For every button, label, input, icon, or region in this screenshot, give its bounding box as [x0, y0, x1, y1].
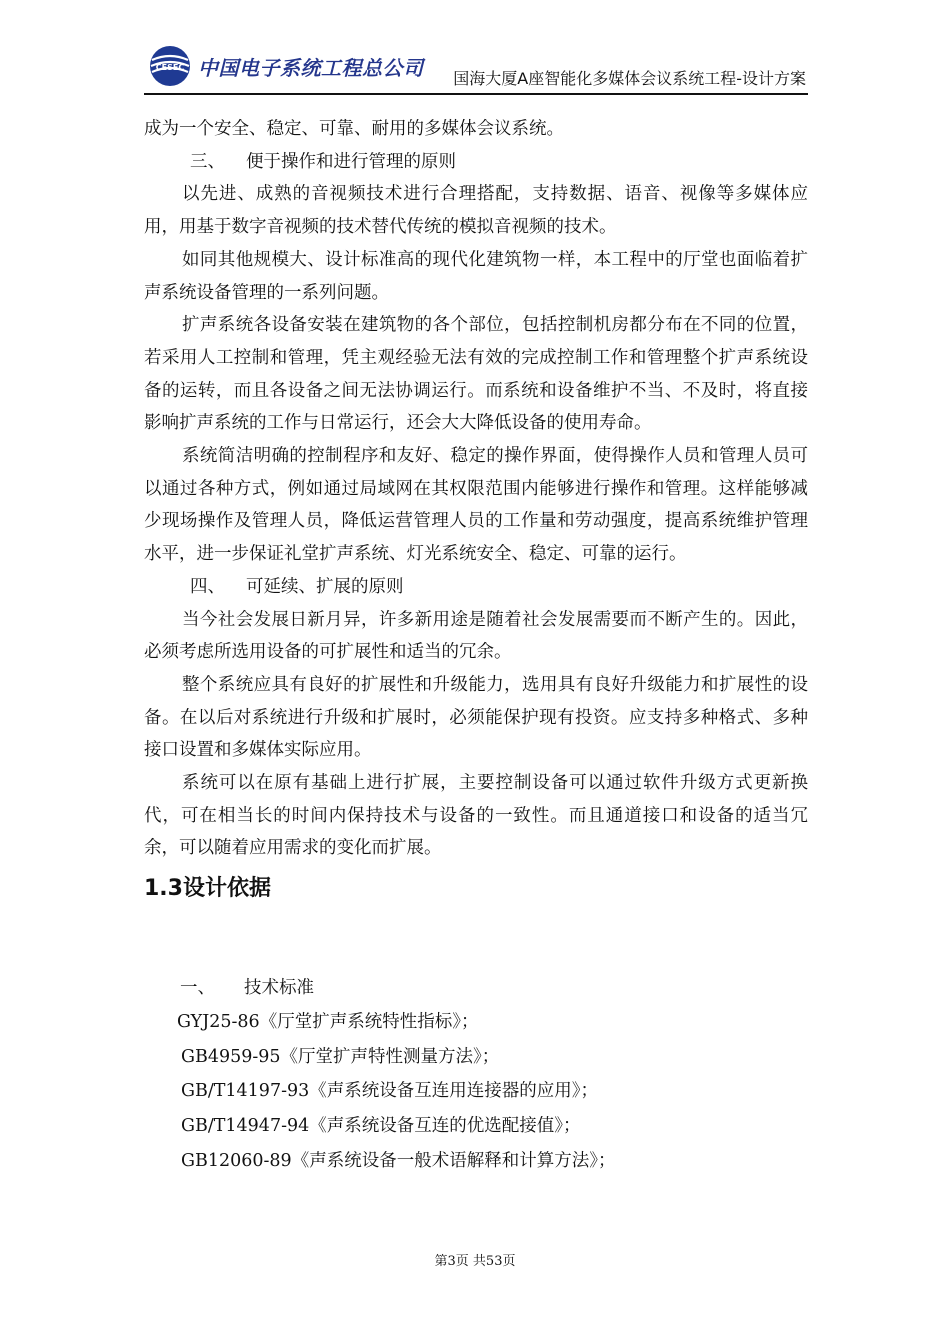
- subsection-number: 一、: [180, 978, 215, 999]
- section-item: [144, 571, 808, 604]
- standard-item: GYJ25-86《厅堂扩声系统特性指标》；: [177, 1011, 479, 1032]
- company-name: 中国电子系统工程总公司: [198, 56, 424, 80]
- header-divider: [144, 93, 808, 95]
- paragraph: 以先进、成熟的音视频技术进行合理搭配，支持数据、语音、视像等多媒体应用，用基于数字音视频的技术替代传统的模拟音视频的技术。: [144, 184, 808, 238]
- subsection-title: 技术标准: [244, 978, 314, 999]
- page-number: 第3页 共53页: [434, 1254, 516, 1269]
- standard-item: GB/T14947-94《声系统设备互连的优选配接值》；: [181, 1116, 581, 1137]
- section-number: 四、: [190, 576, 225, 597]
- section-item: [144, 146, 808, 179]
- paragraph: 整个系统应具有良好的扩展性和升级能力，选用具有良好升级能力和扩展性的设备。在以后对系统进行升级和扩展时，必须能保护现有投资。应支持多种格式、多种接口设置和多媒体实际应用。: [144, 674, 808, 761]
- page-body: [144, 113, 808, 1179]
- standard-item: GB/T14197-93《声系统设备互连用连接器的应用》；: [181, 1081, 599, 1102]
- page-header: [144, 38, 808, 94]
- section-number: 三、: [190, 151, 225, 172]
- section-title: 便于操作和进行管理的原则: [246, 151, 456, 172]
- subsection-item: [144, 972, 808, 1005]
- logo-abbr: CESEC: [155, 63, 185, 72]
- company-logo-icon: [148, 44, 192, 88]
- paragraph: 成为一个安全、稳定、可靠、耐用的多媒体会议系统。: [144, 119, 564, 139]
- paragraph: 系统简洁明确的控制程序和友好、稳定的操作界面，使得操作人员和管理人员可以通过各种方式，例如通过局域网在其权限范围内能够进行操作和管理。这样能够减少现场操作及管理人员，降低运营管理人员的工作量和劳动强度，提高系统维护管理水平，进一步保证礼堂扩声系统、灯光系统安全、稳定、可靠的运行。: [144, 446, 808, 565]
- section-title: 可延续、扩展的原则: [246, 576, 404, 597]
- standard-item: GB4959-95《厅堂扩声特性测量方法》；: [181, 1046, 500, 1067]
- paragraph: 系统可以在原有基础上进行扩展，主要控制设备可以通过软件升级方式更新换代，可在相当长的时间内保持技术与设备的一致性。而且通道接口和设备的适当冗余，可以随着应用需求的变化而扩展。: [144, 773, 808, 859]
- paragraph: 扩声系统各设备安装在建筑物的各个部位，包括控制机房都分布在不同的位置，若采用人工控制和管理，凭主观经验无法有效的完成控制工作和管理整个扩声系统设备的运转，而且各设备之间无法协调运行。而系统和设备维护不当、不及时，将直接影响扩声系统的工作与日常运行，还会大大降低设备的使用寿命。: [144, 315, 808, 434]
- paragraph: 如同其他规模大、设计标准高的现代化建筑物一样，本工程中的厅堂也面临着扩声系统设备管理的一系列问题。: [144, 249, 808, 303]
- paragraph: 当今社会发展日新月异，许多新用途是随着社会发展需要而不断产生的。因此，必须考虑所选用设备的可扩展性和适当的冗余。: [144, 609, 808, 663]
- standard-item: GB12060-89《声系统设备一般术语解释和计算方法》；: [181, 1151, 616, 1172]
- document-title: 国海大厦A座智能化多媒体会议系统工程-设计方案: [453, 69, 806, 88]
- section-heading: 1.3设计依据: [144, 876, 271, 902]
